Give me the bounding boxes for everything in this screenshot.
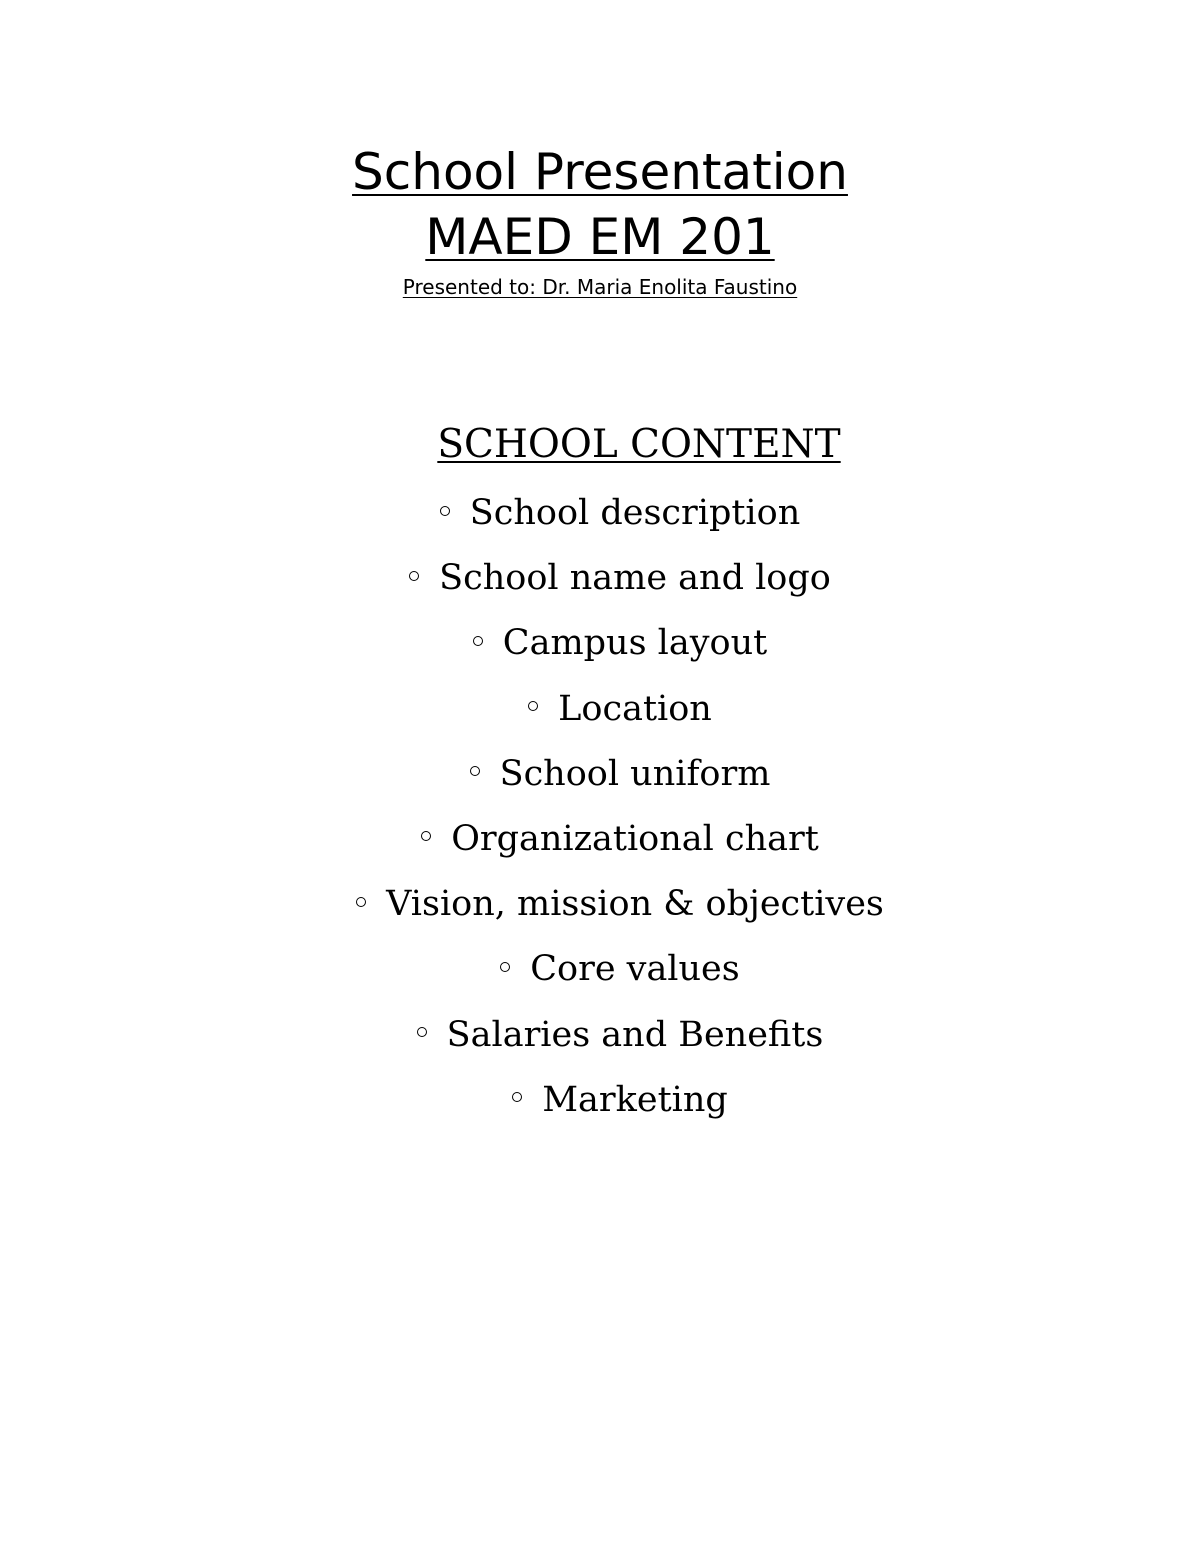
list-item [0,944,1200,1009]
list-item-text: Core values [530,949,740,990]
hollow-circle-bullet-icon [528,701,538,711]
hollow-circle-bullet-icon [473,636,483,646]
content-list [0,488,1200,1140]
section-heading-text: SCHOOL CONTENT [437,422,841,467]
list-item [0,488,1200,553]
list-item-text: Salaries and Benefits [446,1014,824,1055]
list-item-text: Organizational chart [451,818,819,859]
list-item-text: School description [469,493,801,533]
list-item-text: Location [558,688,712,729]
list-item [0,749,1200,814]
hollow-circle-bullet-icon [409,571,419,581]
list-item [0,1010,1200,1075]
list-item [0,684,1200,749]
hollow-circle-bullet-icon [417,1027,427,1037]
list-item-text: School name and logo [439,558,831,599]
page-title [0,142,1200,202]
list-item-text: School uniform [499,753,771,794]
hollow-circle-bullet-icon [500,962,510,972]
hollow-circle-bullet-icon [356,897,366,907]
list-item [0,814,1200,879]
list-item [0,553,1200,618]
list-item-text: Vision, mission & objectives [386,884,884,925]
list-item-text: Marketing [542,1079,728,1120]
hollow-circle-bullet-icon [440,506,450,516]
list-item [0,1075,1200,1140]
list-item [0,879,1200,944]
presented-to-line [0,273,1200,301]
title-line-1: School Presentation [352,143,848,201]
hollow-circle-bullet-icon [512,1092,522,1102]
list-item-text: Campus layout [502,623,768,664]
title-line-2: MAED EM 201 [425,208,775,266]
hollow-circle-bullet-icon [421,831,431,841]
course-code [0,207,1200,267]
list-item [0,618,1200,683]
section-heading [0,420,1200,470]
hollow-circle-bullet-icon [470,766,480,776]
presented-to-text: Presented to: Dr. Maria Enolita Faustino [402,275,798,299]
